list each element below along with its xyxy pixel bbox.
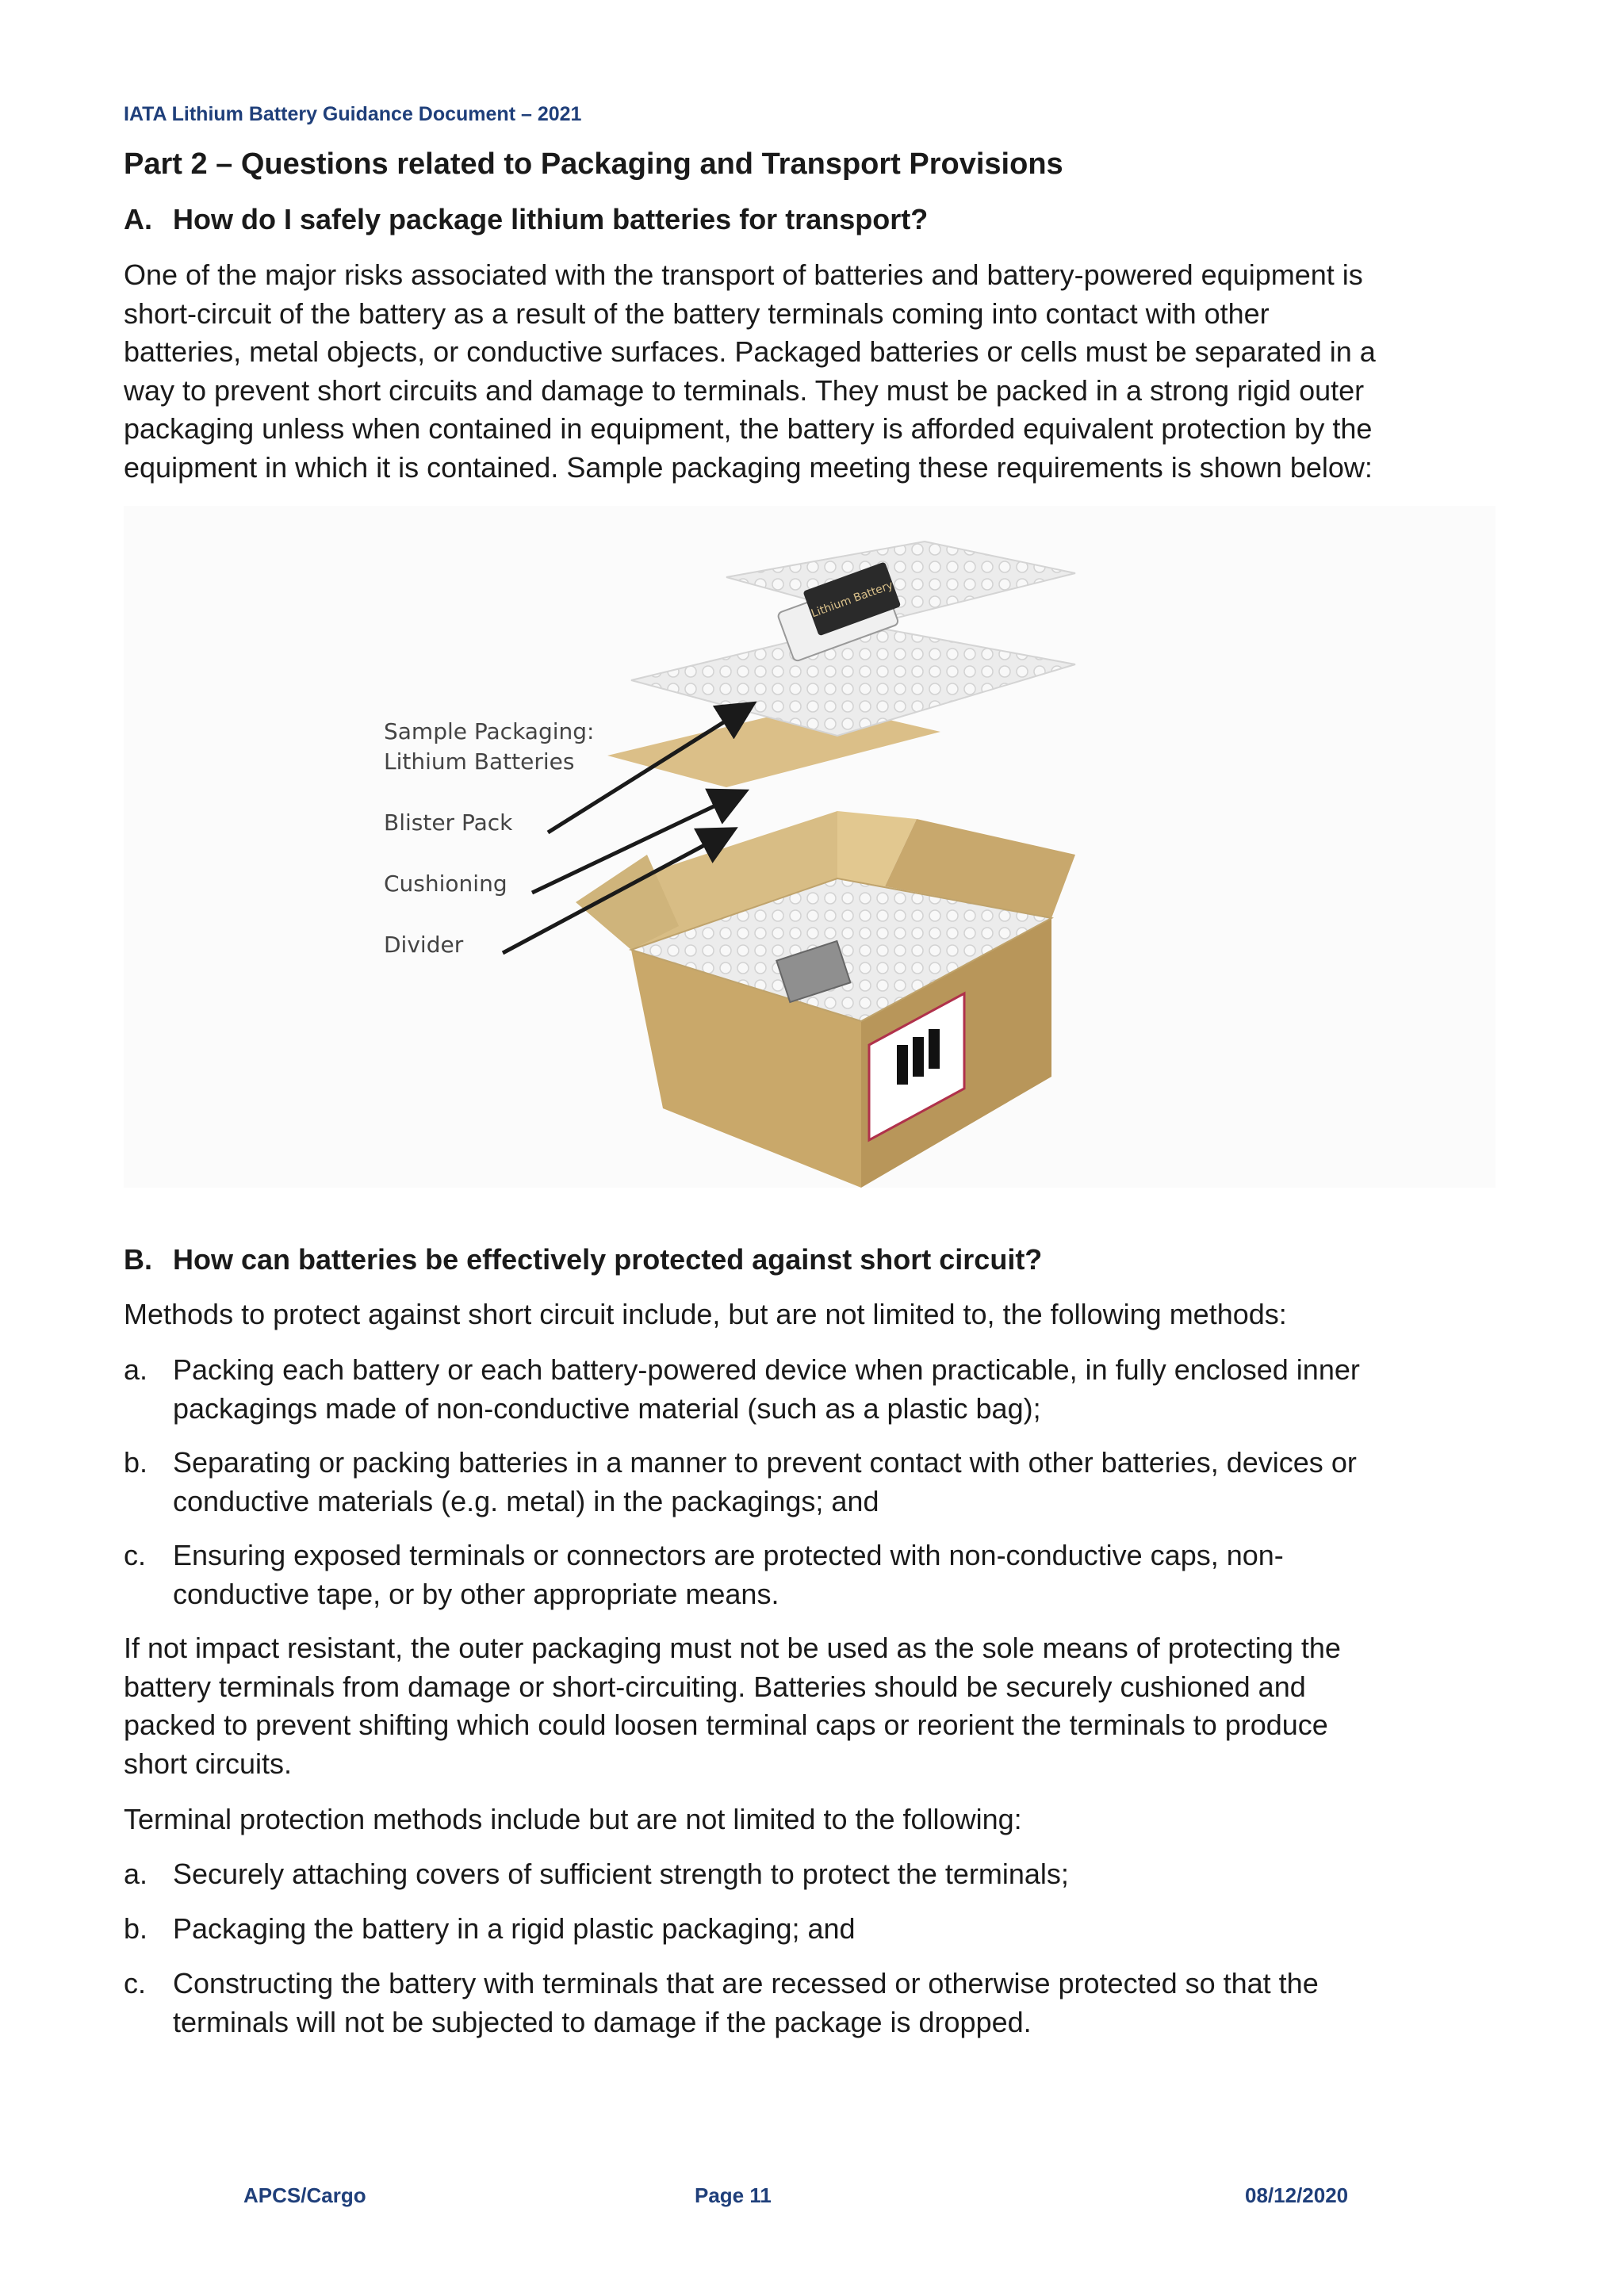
paragraph-line: batteries, metal objects, or conductive surfaces. Packaged batteries or cells must be separated in a <box>124 335 1376 368</box>
footer-page-number: Page 11 <box>695 2183 772 2207</box>
terminal-intro: Terminal protection methods include but are not limited to the following: <box>124 1803 1022 1835</box>
section-a-heading <box>124 203 928 236</box>
sample-packaging-figure <box>124 506 1496 1188</box>
list-line: Packing each battery or each battery-powered device when practicable, in fully enclosed inner <box>173 1353 1360 1386</box>
paragraph-line: equipment in which it is contained. Sample packaging meeting these requirements is shown below: <box>124 450 1373 484</box>
list-line: Constructing the battery with terminals that are recessed or otherwise protected so that the <box>173 1967 1319 1999</box>
terminal-method-item <box>124 1855 1503 1894</box>
figure-title-line-1: Sample Packaging: <box>384 718 595 744</box>
section-b-heading <box>124 1243 1042 1276</box>
section-b-letter: B. <box>124 1243 152 1276</box>
paragraph-line: packaging unless when contained in equipment, the battery is afforded equivalent protection by the <box>124 412 1373 445</box>
part-title: Part 2 – Questions related to Packaging and Transport Provisions <box>124 147 1063 181</box>
list-marker: c. <box>124 1967 147 1999</box>
footer-date: 08/12/2020 <box>1245 2183 1349 2207</box>
paragraph-line: way to prevent short circuits and damage to terminals. They must be packed in a strong rigid outer <box>124 373 1365 407</box>
method-item <box>124 1351 1503 1428</box>
figure-title-line-2: Lithium Batteries <box>384 748 575 775</box>
blister-pack-sheet <box>726 541 1075 621</box>
list-line: Ensuring exposed terminals or connectors are protected with non-conductive caps, non- <box>173 1539 1284 1571</box>
list-line: terminals will not be subjected to damage if the package is dropped. <box>173 2005 1032 2038</box>
paragraph-line: battery terminals from damage or short-circuiting. Batteries should be securely cushioned and <box>124 1670 1306 1703</box>
hazard-battery-symbol <box>897 1045 908 1085</box>
paragraph-line: If not impact resistant, the outer packaging must not be used as the sole means of protecting the <box>124 1632 1341 1664</box>
document-header-title: IATA Lithium Battery Guidance Document – 2021 <box>124 103 582 125</box>
list-line: conductive tape, or by other appropriate means. <box>173 1577 779 1610</box>
section-b-heading-text: How can batteries be effectively protected against short circuit? <box>173 1243 1043 1276</box>
label-blister-pack: Blister Pack <box>384 809 513 836</box>
method-item <box>124 1444 1503 1521</box>
list-line: Securely attaching covers of sufficient strength to protect the terminals; <box>173 1858 1069 1890</box>
impact-paragraph <box>124 1629 1488 1783</box>
list-marker: b. <box>124 1446 148 1479</box>
method-item <box>124 1536 1503 1613</box>
list-line: Separating or packing batteries in a manner to prevent contact with other batteries, devices or <box>173 1446 1357 1479</box>
section-b-intro: Methods to protect against short circuit include, but are not limited to, the following methods: <box>124 1298 1287 1330</box>
list-line: conductive materials (e.g. metal) in the packagings; and <box>173 1484 879 1517</box>
list-line: packagings made of non-conductive material (such as a plastic bag); <box>173 1391 1041 1425</box>
list-marker: a. <box>124 1353 148 1386</box>
terminal-method-item <box>124 1910 1503 1949</box>
label-divider: Divider <box>384 932 464 958</box>
label-cushioning: Cushioning <box>384 871 508 897</box>
section-a-paragraph <box>124 256 1488 487</box>
list-marker: a. <box>124 1858 148 1890</box>
list-marker: c. <box>124 1539 147 1571</box>
list-marker: b. <box>124 1912 148 1945</box>
paragraph-line: short circuits. <box>124 1747 293 1780</box>
paragraph-line: One of the major risks associated with the transport of batteries and battery-powered equipment is <box>124 258 1363 291</box>
list-line: Packaging the battery in a rigid plastic packaging; and <box>173 1912 856 1945</box>
packaging-illustration <box>124 506 1496 1188</box>
terminal-method-item <box>124 1965 1503 2042</box>
section-a-heading-text: How do I safely package lithium batteries for transport? <box>173 203 929 235</box>
paragraph-line: packed to prevent shifting which could loosen terminal caps or reorient the terminals to produce <box>124 1709 1328 1741</box>
footer-left: APCS/Cargo <box>243 2183 366 2207</box>
battery-label-text: Lithium Battery <box>809 579 895 621</box>
paragraph-line: short-circuit of the battery as a result of the battery terminals coming into contact with other <box>124 297 1270 330</box>
section-a-letter: A. <box>124 203 152 235</box>
